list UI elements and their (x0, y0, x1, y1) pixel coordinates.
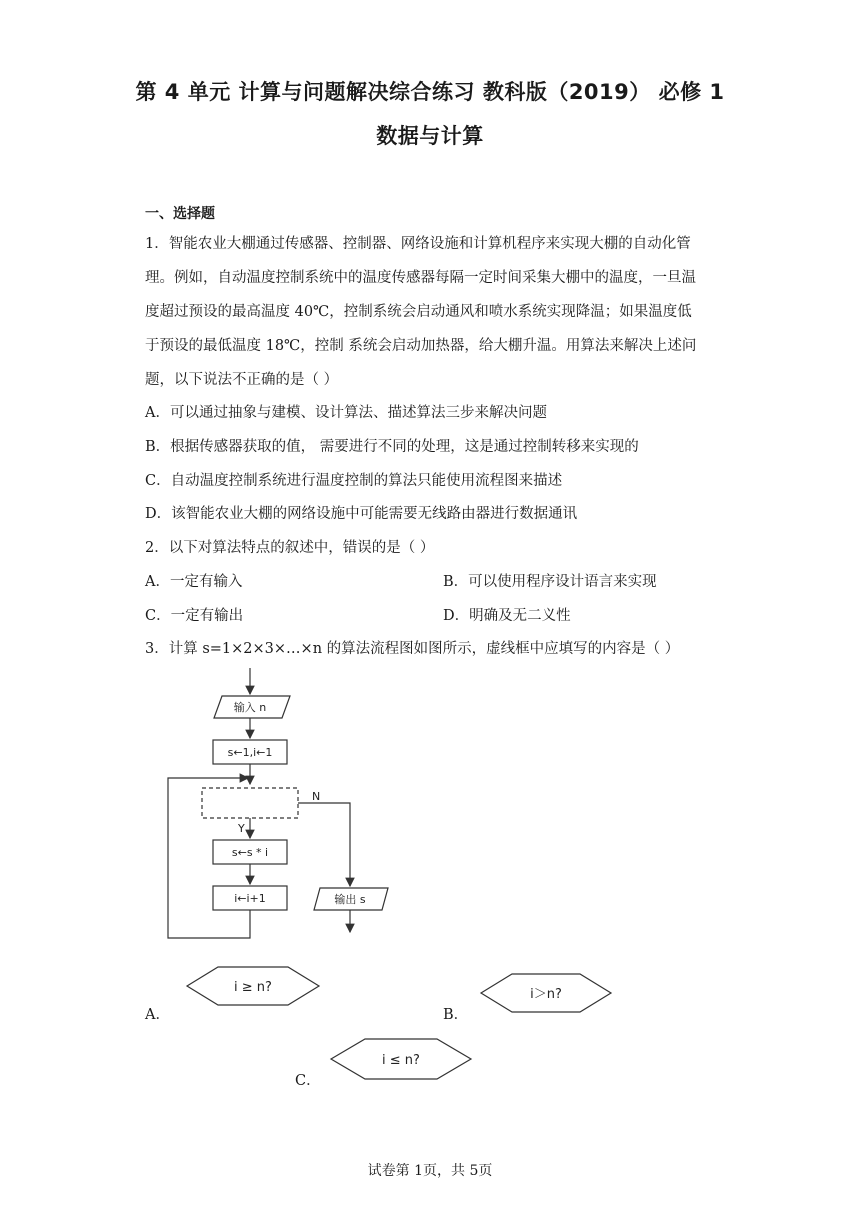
q1-line: 理。例如，自动温度控制系统中的温度传感器每隔一定时间采集大棚中的温度，一旦温 (145, 270, 696, 286)
flow-increment-text: i←i+1 (234, 892, 266, 905)
q1-option-a: A．可以通过抽象与建模、设计算法、描述算法三步来解决问题 (145, 405, 547, 421)
q3-option-c-diamond (327, 1037, 475, 1081)
q3-option-a-label: A． (145, 1007, 170, 1023)
q3-option-b-label: B． (443, 1007, 469, 1023)
q3-option-a-diamond (183, 965, 323, 1007)
q2-option-a: A．一定有输入 (145, 574, 243, 590)
doc-title-line1: 第 4 单元 计算与问题解决综合练习 教科版（2019） 必修 1 (135, 80, 725, 104)
q1-option-c: C．自动温度控制系统进行温度控制的算法只能使用流程图来描述 (145, 473, 563, 489)
flow-init-text: s←1,i←1 (227, 746, 273, 759)
flow-dashed-decision-box (202, 788, 298, 818)
flow-no-branch (298, 803, 350, 886)
flow-no-label: N (312, 790, 321, 803)
q2-option-d: D．明确及无二义性 (443, 608, 571, 624)
q3-option-b-diamond (477, 972, 615, 1014)
flowchart-diagram (160, 668, 410, 948)
q3-option-c-expr: i ≤ n? (382, 1053, 420, 1068)
q2-option-c: C．一定有输出 (145, 608, 244, 624)
q2-stem: 2．以下对算法特点的叙述中，错误的是（ ） (145, 540, 435, 556)
q1-option-b: B．根据传感器获取的值， 需要进行不同的处理，这是通过控制转移来实现的 (145, 439, 639, 455)
q2-option-b: B．可以使用程序设计语言来实现 (443, 574, 657, 590)
q1-line: 度超过预设的最高温度 40℃，控制系统会启动通风和喷水系统实现降温；如果温度低 (145, 304, 692, 320)
flow-input-text: 输入 n (233, 701, 267, 714)
q1-line: 题，以下说法不正确的是（ ） (145, 372, 339, 388)
q1-line: 1．智能农业大棚通过传感器、控制器、网络设施和计算机程序来实现大棚的自动化管 (145, 236, 691, 252)
q3-option-c-label: C． (295, 1073, 321, 1089)
flow-multiply-text: s←s * i (231, 846, 269, 859)
q1-line: 于预设的最低温度 18℃，控制 系统会启动加热器，给大棚升温。用算法来解决上述问 (145, 338, 697, 354)
q1-option-d: D．该智能农业大棚的网络设施中可能需要无线路由器进行数据通讯 (145, 506, 578, 522)
flow-yes-label: Y (238, 822, 245, 835)
section-heading: 一、选择题 (145, 206, 215, 222)
page-footer: 试卷第 1页，共 5页 (367, 1163, 493, 1179)
q3-stem: 3．计算 s=1×2×3×…×n 的算法流程图如图所示，虚线框中应填写的内容是（ ） (145, 641, 680, 657)
flow-output-text: 输出 s (334, 893, 366, 906)
doc-title-line2: 数据与计算 (376, 124, 484, 148)
q3-option-b-expr: i＞n? (530, 987, 562, 1002)
q3-option-a-expr: i ≥ n? (234, 980, 272, 995)
